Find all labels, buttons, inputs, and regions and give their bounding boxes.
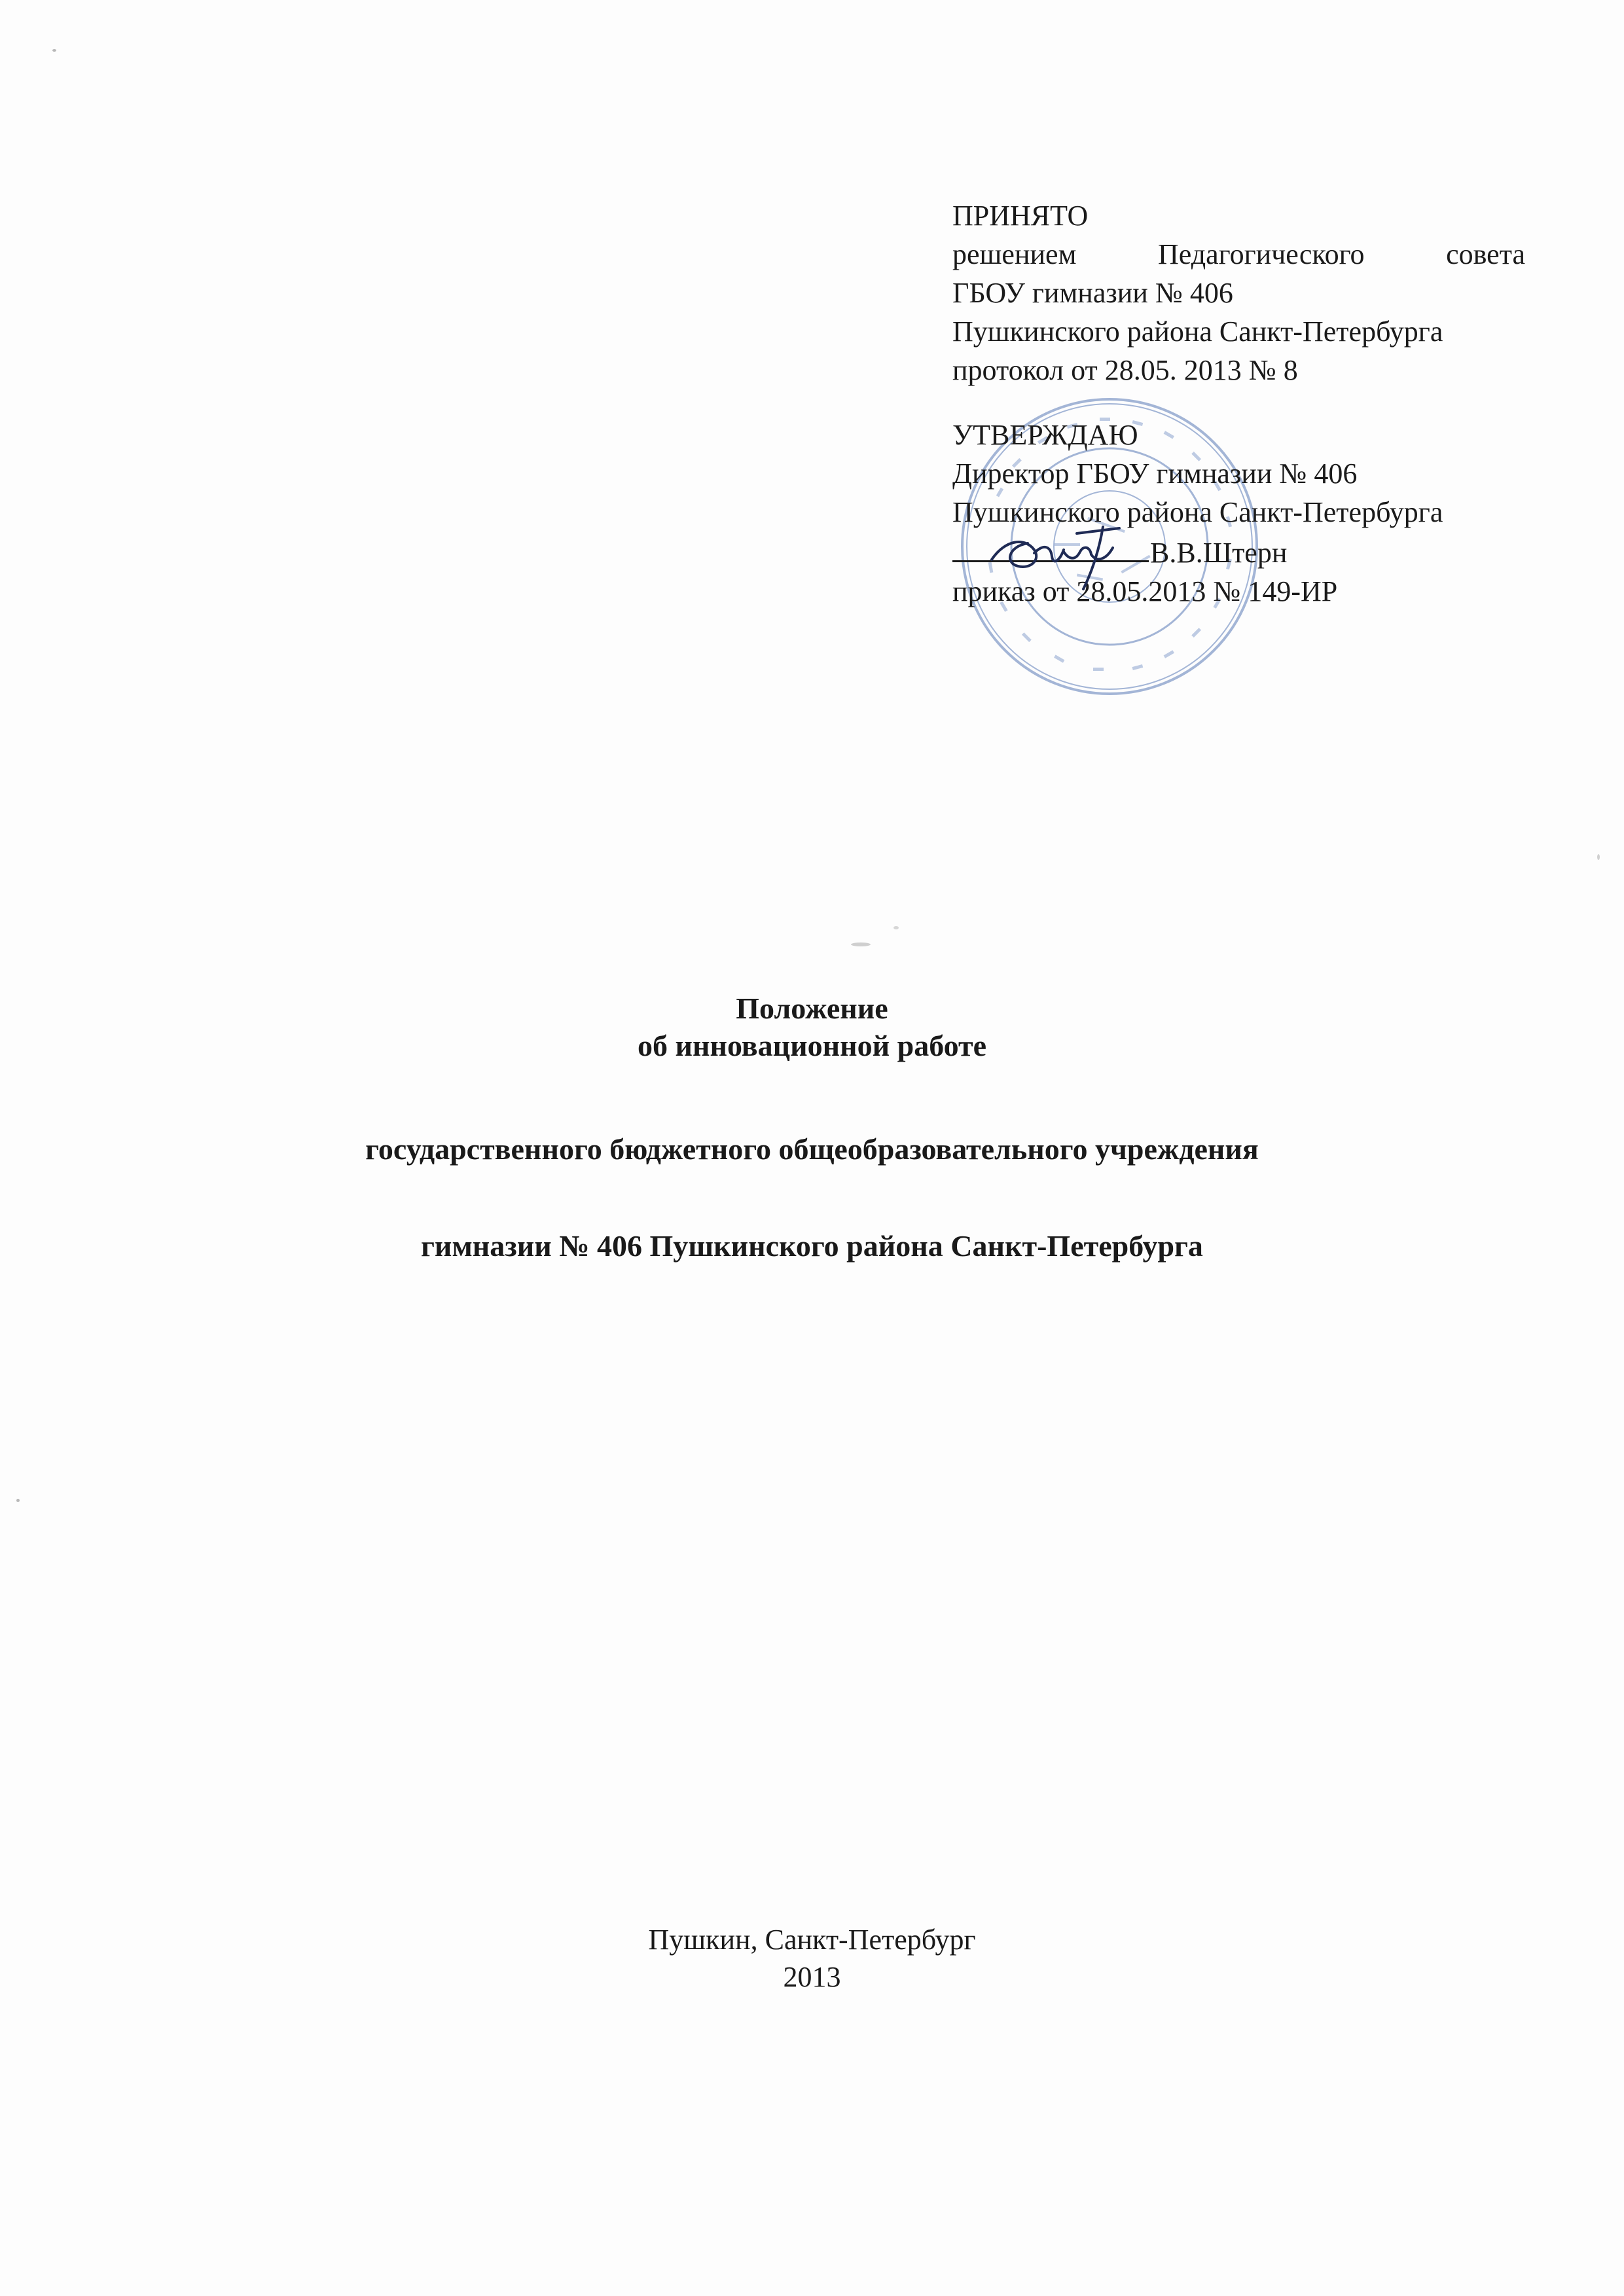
approve-director: Директор ГБОУ гимназии № 406 (952, 457, 1358, 490)
accepted-district: Пушкинского района Санкт-Петербурга (952, 315, 1443, 348)
scan-speck (851, 942, 871, 946)
institution-name: гимназии № 406 Пушкинского района Санкт-Петербурга (421, 1229, 1203, 1263)
accepted-word: решением (952, 238, 1077, 270)
approve-order: приказ от 28.05.2013 № 149-ИР (952, 575, 1338, 607)
scan-speck (893, 926, 899, 929)
scan-speck (52, 49, 56, 52)
institution-type: государственного бюджетного общеобразовательного учреждения (365, 1132, 1259, 1166)
footer-place: Пушкин, Санкт-Петербург (648, 1924, 976, 1956)
accepted-word: Педагогического (1157, 238, 1365, 270)
approve-district: Пушкинского района Санкт-Петербурга (952, 496, 1443, 528)
accepted-school: ГБОУ гимназии № 406 (952, 277, 1233, 309)
footer-year: 2013 (783, 1961, 841, 1993)
accepted-block (952, 196, 1525, 389)
document-subtitle: об инновационной работе (637, 1029, 987, 1062)
scan-speck (1597, 854, 1600, 860)
scan-speck (16, 1499, 20, 1502)
accepted-decision-line (952, 235, 1525, 274)
accepted-word: совета (1446, 238, 1525, 270)
handwritten-signature (979, 514, 1149, 592)
accepted-protocol: протокол от 28.05. 2013 № 8 (952, 354, 1298, 386)
accepted-heading: ПРИНЯТО (952, 200, 1089, 232)
document-title: Положение (736, 992, 888, 1025)
approve-signer: В.В.Штерн (1150, 537, 1288, 569)
approve-heading: УТВЕРЖДАЮ (952, 419, 1138, 451)
